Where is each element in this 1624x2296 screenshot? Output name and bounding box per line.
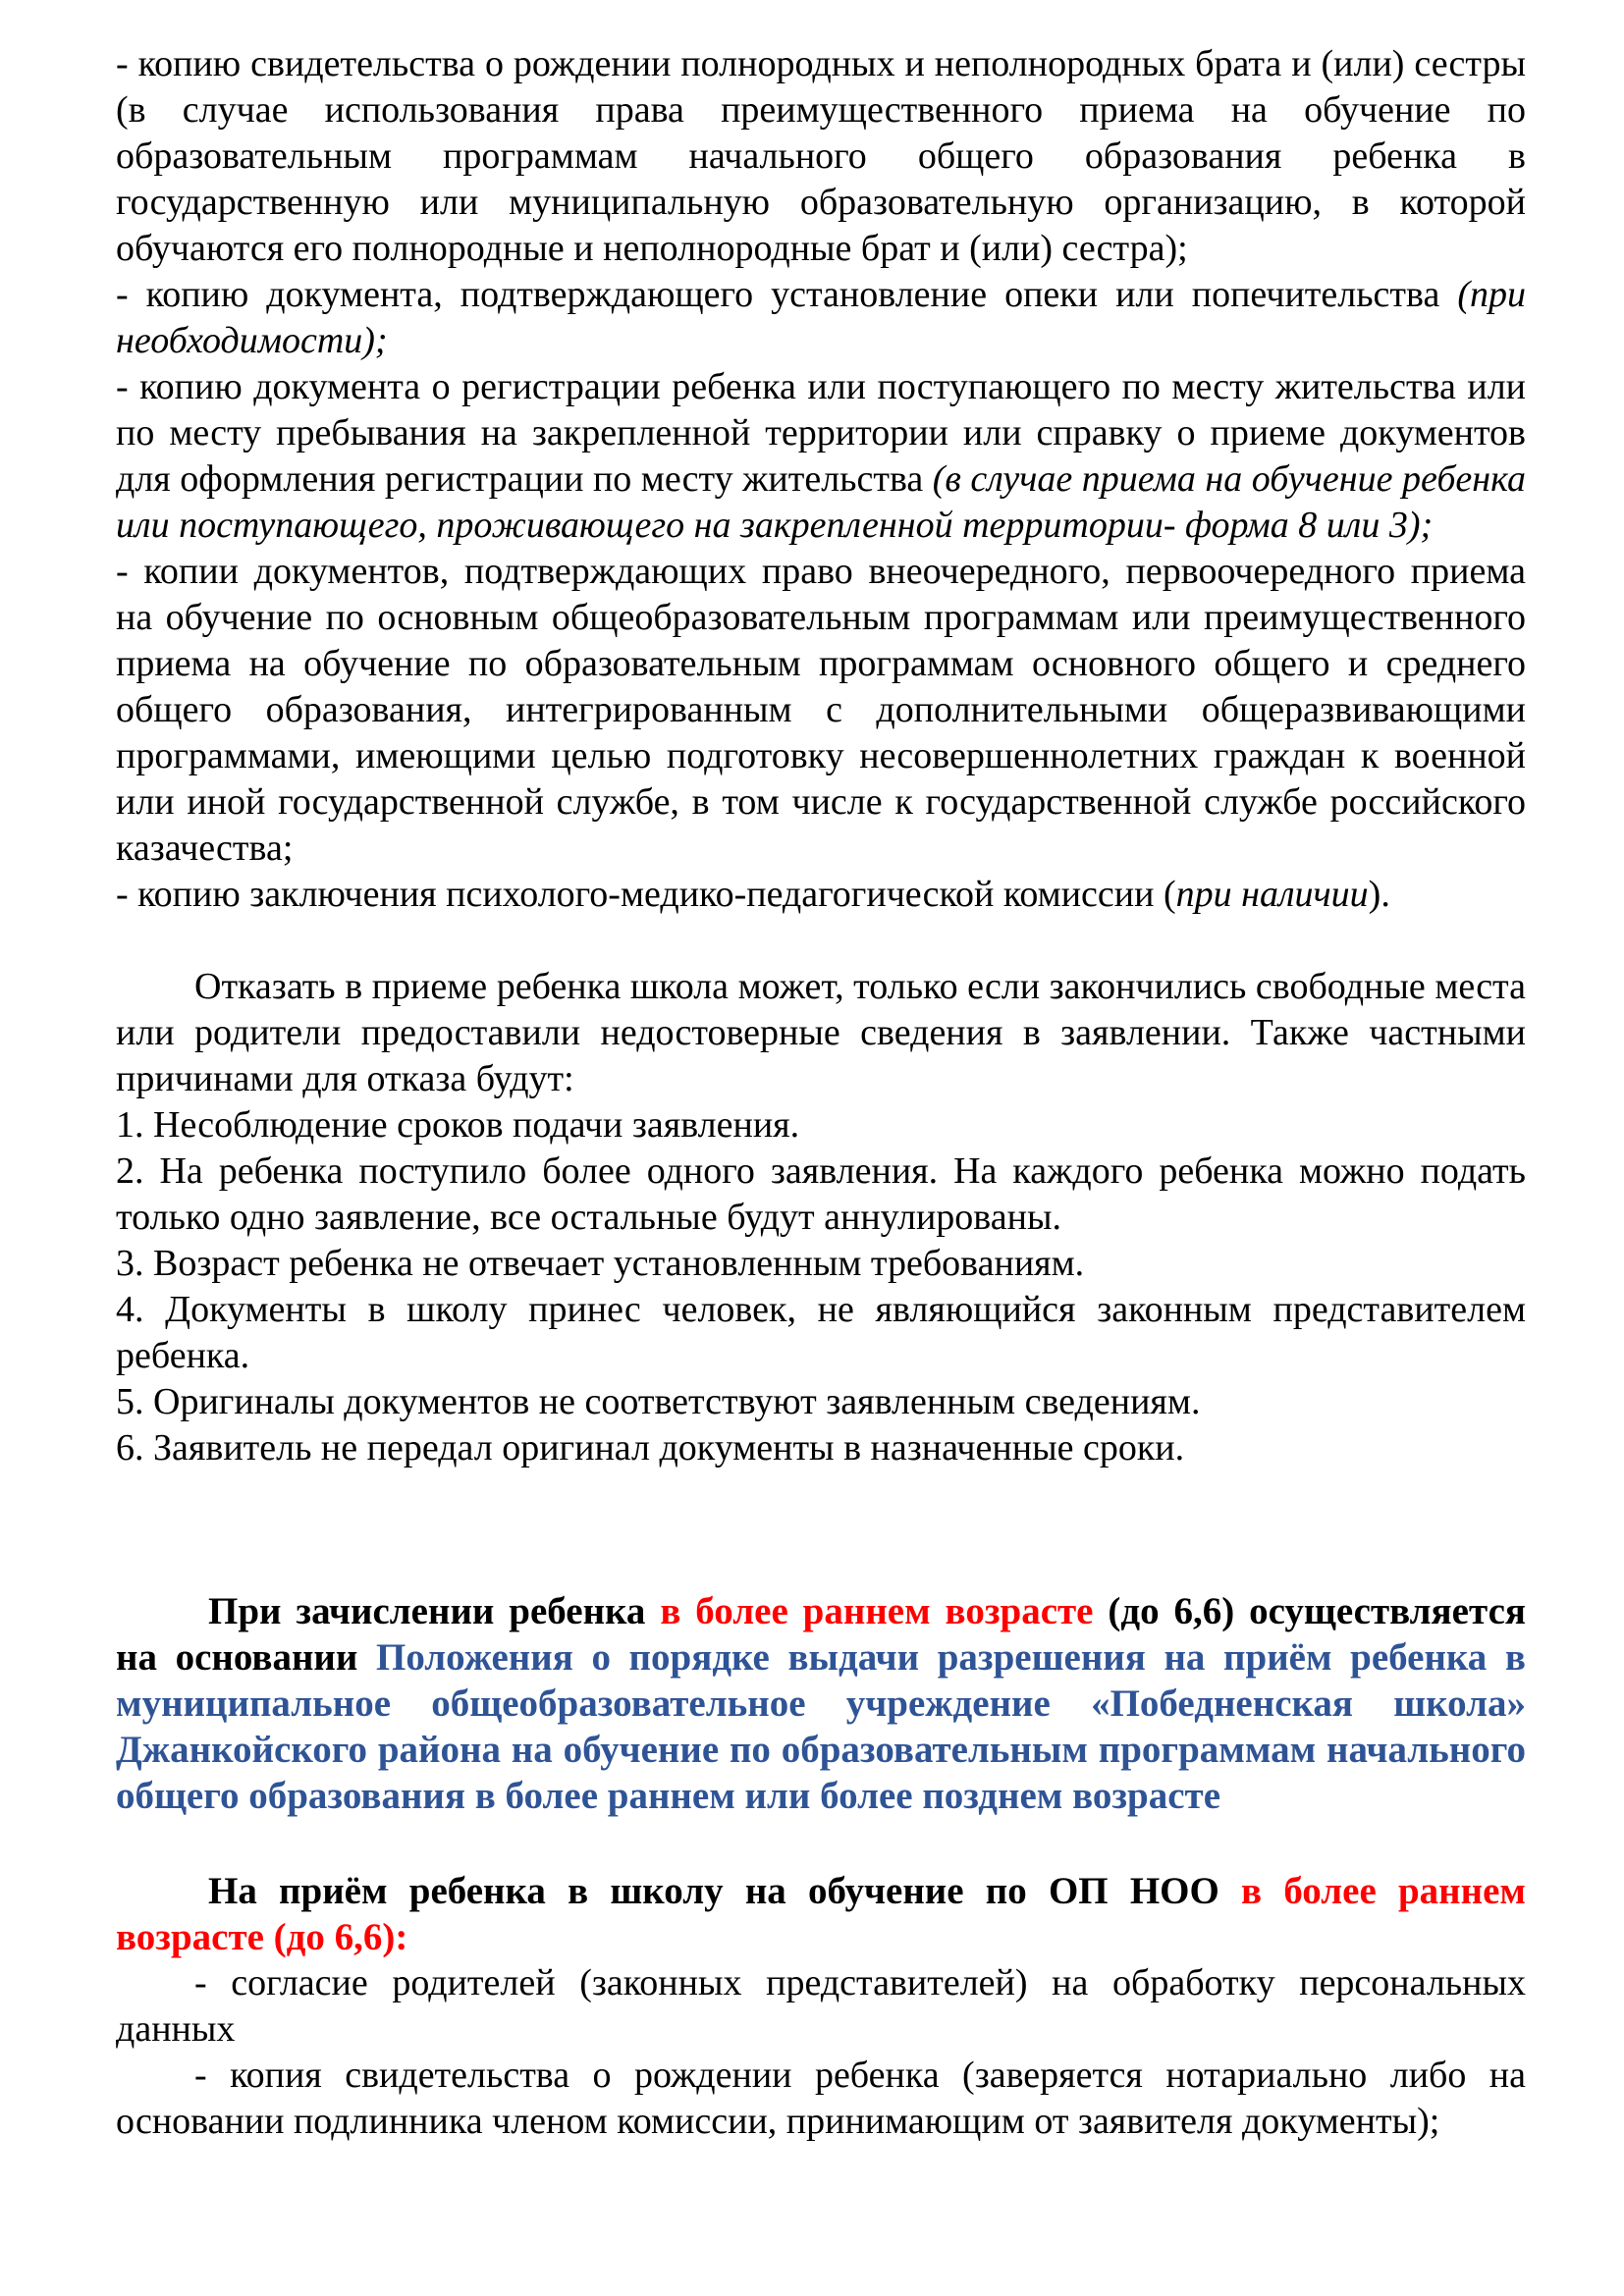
paragraph-priority-admission (116, 549, 1526, 872)
early-enrollment-blue-regulation: Положения о порядке выдачи разрешения на приём ребенка в муниципальное общеобразовательное учреждение «Победненская школа» Джанкойского района на обучение по образовательным программам начального общего образования в более раннем или более позднем возрасте (116, 1636, 1526, 1817)
paragraph-registration (116, 364, 1526, 549)
early-enrollment-black-2: (до 6,6) осуществляется на основании (116, 1590, 1526, 1679)
refusal-reason-5-text: 5. Оригиналы документов не соответствуют заявленным сведениям. (116, 1381, 1201, 1422)
refusal-reason-4 (116, 1287, 1526, 1379)
refusal-reason-5 (116, 1379, 1526, 1425)
refusal-reason-4-text: 4. Документы в школу принес человек, не являющийся законным представителем ребенка. (116, 1289, 1526, 1376)
pmpk-prefix-text: - копию заключения психолого-медико-педагогической комиссии ( (116, 874, 1176, 915)
siblings-birth-cert-text: - копию свидетельства о рождении полнородных и неполнородных брата и (или) сестры (в случае использования права преимущественного приема на обучение по образовательным программам начального общего образования ребенка в государственную или муниципальную образовательную организацию, в которой обучаются его полнородные и неполнородные брат и (или) сестра); (116, 43, 1526, 269)
refusal-reason-6-text: 6. Заявитель не передал оригинал документы в назначенные сроки. (116, 1427, 1185, 1468)
pmpk-suffix-text: ). (1368, 874, 1390, 915)
refusal-reason-1-text: 1. Несоблюдение сроков подачи заявления. (116, 1104, 800, 1146)
registration-text: - копию документа о регистрации ребенка или поступающего по месту жительства или по месту пребывания на закрепленной территории или справку о приеме документов для оформления регистрации по месту жительства (116, 366, 1526, 500)
refusal-reason-3 (116, 1241, 1526, 1287)
paragraph-early-enrollment (116, 1588, 1526, 1819)
refusal-reason-3-text: 3. Возраст ребенка не отвечает установленным требованиям. (116, 1243, 1085, 1284)
paragraph-guardianship (116, 272, 1526, 364)
paragraph-pmpk-conclusion (116, 872, 1526, 918)
guardianship-note-italic: (при необходимости); (116, 274, 1526, 361)
early-enrollment-black-1: При зачислении ребенка (208, 1590, 661, 1632)
paragraph-siblings-birth-cert (116, 41, 1526, 272)
priority-admission-text: - копии документов, подтверждающих право внеочередного, первоочередного приема на обучение по основным общеобразовательным программам или преимущественного приема на обучение по образовательным программам основного общего и среднего общего образования, интегрированным с дополнительными общеразвивающими программами, имеющими целью подготовку несовершеннолетних граждан к военной или иной государственной службе, в том числе к государственной службе российского казачества; (116, 551, 1526, 869)
consent-item-text: - согласие родителей (законных представителей) на обработку персональных данных (116, 1962, 1526, 2050)
section-gap (116, 1471, 1526, 1542)
early-enrollment-red: в более раннем возрасте (660, 1590, 1109, 1632)
refusal-reason-1 (116, 1102, 1526, 1148)
pmpk-note-italic: при наличии (1175, 874, 1369, 915)
early-admission-heading-black: На приём ребенка в школу на обучение по ОП НОО (208, 1870, 1242, 1912)
paragraph-birth-cert-item (116, 2053, 1526, 2145)
birth-cert-item-text: - копия свидетельства о рождении ребенка (заверяется нотариально либо на основании подлинника членом комиссии, принимающим от заявителя документы); (116, 2055, 1526, 2142)
refusal-reason-2-text: 2. На ребенка поступило более одного заявления. На каждого ребенка можно подать только одно заявление, все остальные будут аннулированы. (116, 1150, 1526, 1238)
refusal-intro-text: Отказать в приеме ребенка школа может, только если закончились свободные места или родители предоставили недостоверные сведения в заявлении. Также частными причинами для отказа будут: (116, 966, 1526, 1099)
blank-line (116, 1819, 1526, 1868)
guardianship-text: - копию документа, подтверждающего установление опеки или попечительства (116, 274, 1458, 315)
early-admission-heading-red: в более раннем возрасте (до 6,6): (116, 1870, 1526, 1958)
blank-line (116, 1542, 1526, 1588)
blank-line (116, 918, 1526, 964)
refusal-reason-6 (116, 1425, 1526, 1471)
paragraph-consent-item (116, 1960, 1526, 2053)
registration-note-italic: (в случае приема на обучение ребенка или поступающего, проживающего на закрепленной территории- форма 8 или 3); (116, 458, 1526, 546)
paragraph-refusal-intro (116, 964, 1526, 1102)
refusal-reason-2 (116, 1148, 1526, 1241)
paragraph-early-admission-heading (116, 1868, 1526, 1960)
